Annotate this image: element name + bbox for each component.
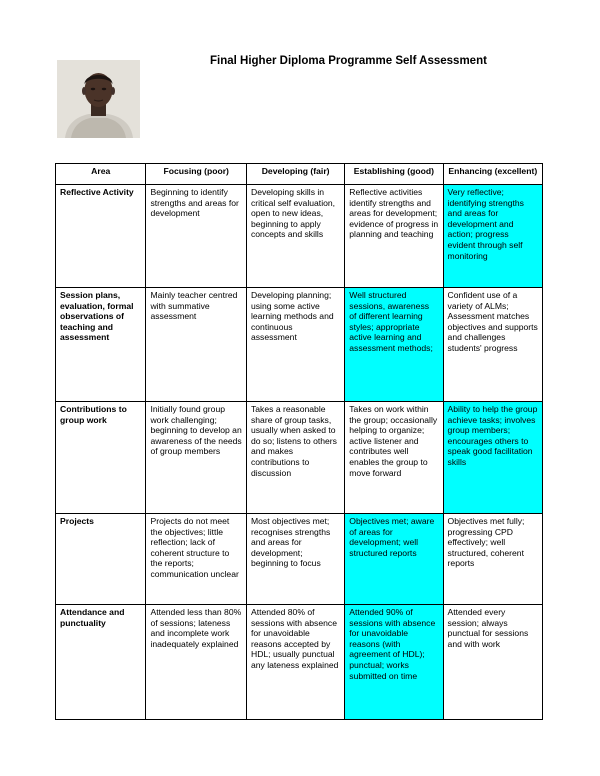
criteria-cell: Most objectives met; recognises strengths and areas for development; beginning to focus (246, 514, 344, 605)
table-header-row (56, 164, 543, 185)
area-cell: Contributions to group work (56, 402, 146, 514)
criteria-cell: Developing planning; using some active learning methods and continuous assessment (246, 288, 344, 402)
criteria-cell: Attended every session; always punctual for sessions and with work (443, 605, 542, 720)
criteria-cell-selected: Objectives met; aware of areas for development; well structured reports (345, 514, 443, 605)
criteria-cell: Beginning to identify strengths and areas for development (146, 185, 247, 288)
column-header: Developing (fair) (246, 164, 344, 185)
page-title: Final Higher Diploma Programme Self Assessment (210, 55, 487, 67)
area-cell: Attendance and punctuality (56, 605, 146, 720)
criteria-cell-selected: Ability to help the group achieve tasks; involves group members; encourages others to speak good facilitation skills (443, 402, 542, 514)
column-header: Enhancing (excellent) (443, 164, 542, 185)
assessment-table (55, 163, 543, 720)
table-row (56, 605, 543, 720)
criteria-cell: Developing skills in critical self evaluation, open to new ideas, beginning to apply concepts and skills (246, 185, 344, 288)
column-header: Establishing (good) (345, 164, 443, 185)
criteria-cell: Mainly teacher centred with summative assessment (146, 288, 247, 402)
table-row (56, 514, 543, 605)
area-cell: Projects (56, 514, 146, 605)
area-cell: Session plans, evaluation, formal observations of teaching and assessment (56, 288, 146, 402)
criteria-cell-selected: Attended 90% of sessions with absence for unavoidable reasons (with agreement of HDL); punctual; works submitted on time (345, 605, 443, 720)
profile-photo (57, 60, 140, 138)
table-row (56, 185, 543, 288)
table-row (56, 402, 543, 514)
criteria-cell: Attended 80% of sessions with absence for unavoidable reasons accepted by HDL; usually punctual any lateness explained (246, 605, 344, 720)
column-header: Area (56, 164, 146, 185)
criteria-cell-selected: Well structured sessions, awareness of different learning styles; appropriate active learning and assessment methods; (345, 288, 443, 402)
criteria-cell: Initially found group work challenging; beginning to develop an awareness of the needs of group members (146, 402, 247, 514)
column-header: Focusing (poor) (146, 164, 247, 185)
criteria-cell: Takes a reasonable share of group tasks, usually when asked to do so; listens to others and makes contributions to discussion (246, 402, 344, 514)
area-cell: Reflective Activity (56, 185, 146, 288)
criteria-cell: Objectives met fully; progressing CPD effectively; well structured, coherent reports (443, 514, 542, 605)
table-row (56, 288, 543, 402)
criteria-cell: Reflective activities identify strengths and areas for development; evidence of progress in planning and teaching (345, 185, 443, 288)
criteria-cell: Confident use of a variety of ALMs; Assessment matches objectives and supports and challenges students' progress (443, 288, 542, 402)
criteria-cell-selected: Very reflective; identifying strengths and areas for development and action; progress evident through self monitoring (443, 185, 542, 288)
criteria-cell: Attended less than 80% of sessions; lateness and incomplete work inadequately explained (146, 605, 247, 720)
criteria-cell: Takes on work within the group; occasionally helping to organize; active listener and contributes well enables the group to move forward (345, 402, 443, 514)
criteria-cell: Projects do not meet the objectives; little reflection; lack of coherent structure to the reports; communication unclear (146, 514, 247, 605)
